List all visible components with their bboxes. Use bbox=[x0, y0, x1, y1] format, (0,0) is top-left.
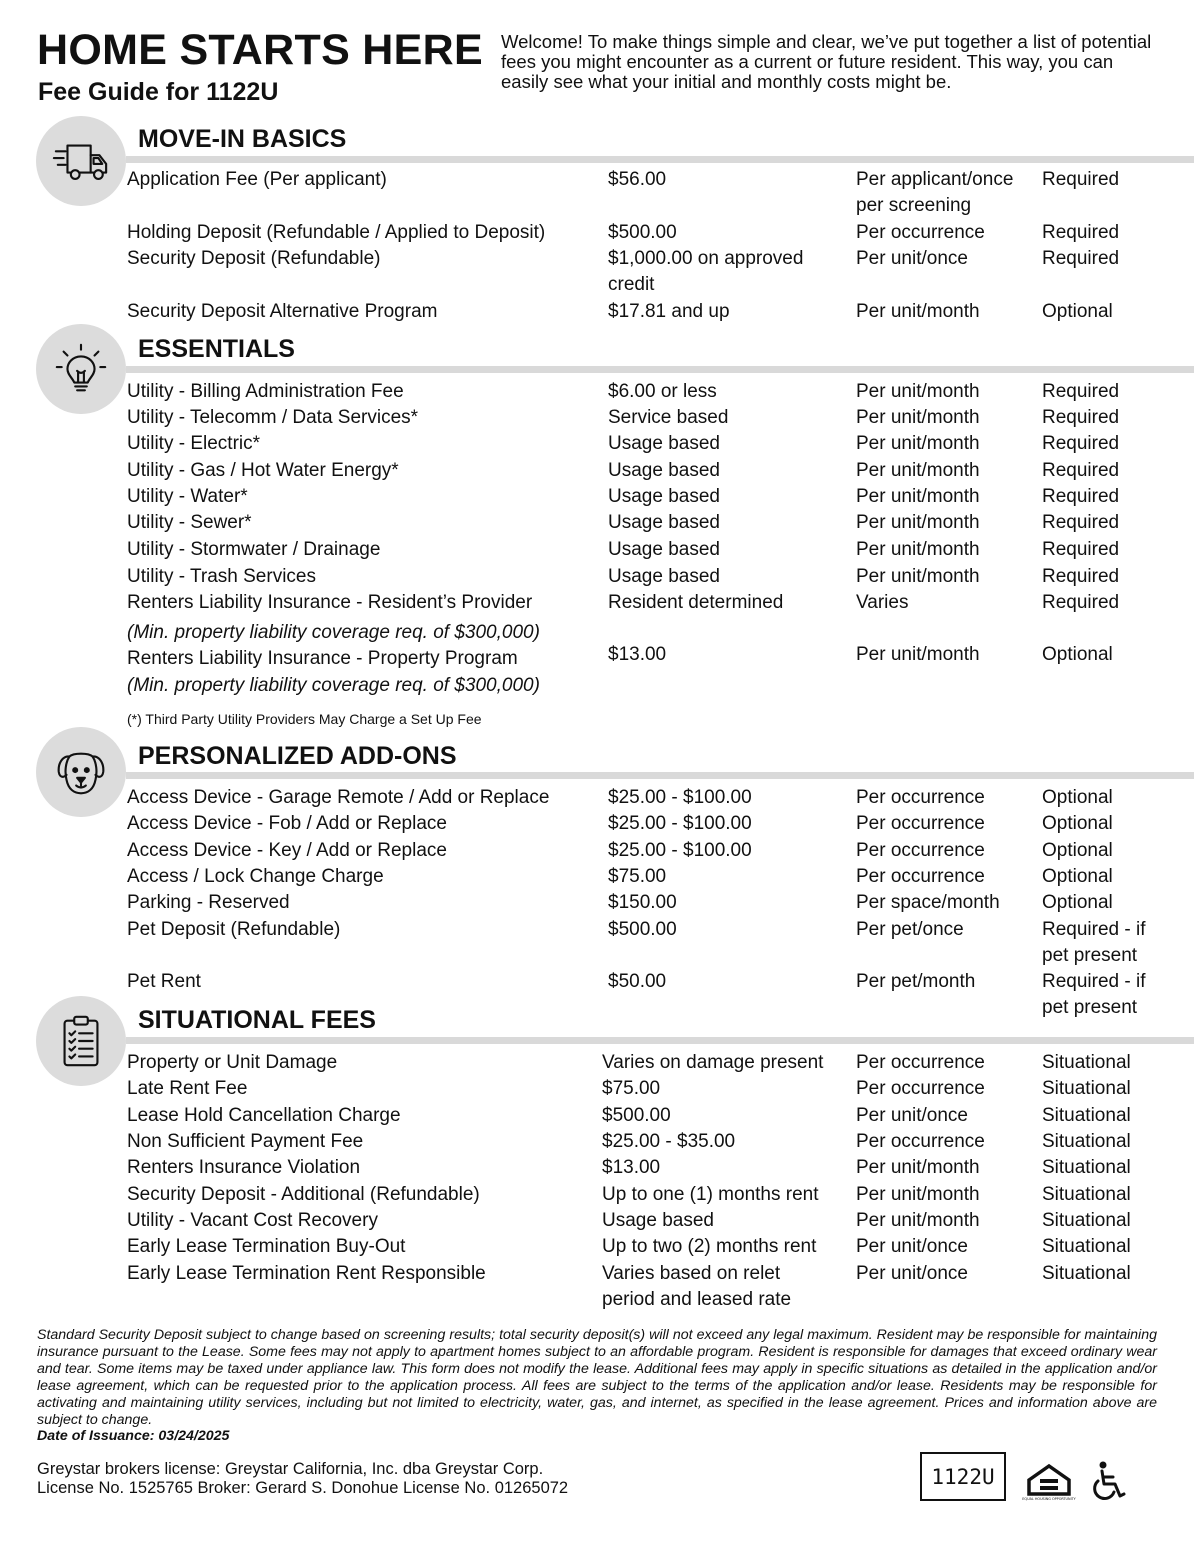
section-title-addons: PERSONALIZED ADD-ONS bbox=[138, 742, 457, 770]
clipboard-checklist-icon bbox=[36, 996, 126, 1086]
disclaimer-text: Standard Security Deposit subject to change based on screening results; total security deposit(s) will not exceed any legal maximum. Resident may be responsible for maintaining insurance pursuant to the Lease. Some fees may not apply to apartment homes subject to an affordable program. Resident is responsible for damages that exceed ordinary wear and tear. Some items may be taxed under appliance law. This form does not modify the lease. Additional fees may apply in specific situations as detailed in the application and/or lease agreement, which can be requested prior to the application process. All fees are subject to the terms of the application and/or lease. Residents may be responsible for activating and maintaining utility services, including but not limited to electricity, water, gas, and internet, as specified in the lease agreement. Prices and information above are subject to change. bbox=[37, 1327, 1157, 1428]
page-subtitle: Fee Guide for 1122U bbox=[38, 78, 279, 106]
section-divider bbox=[126, 156, 1194, 163]
license-line: Greystar brokers license: Greystar California, Inc. dba Greystar Corp. bbox=[37, 1460, 544, 1478]
license-line: License No. 1525765 Broker: Gerard S. Donohue License No. 01265072 bbox=[37, 1479, 569, 1497]
lightbulb-icon bbox=[36, 324, 126, 414]
page-title: HOME STARTS HERE bbox=[37, 26, 483, 74]
utility-footnote: (*) Third Party Utility Providers May Charge a Set Up Fee bbox=[127, 711, 482, 727]
property-logo: 1122U bbox=[920, 1452, 1006, 1501]
section-title-essentials: ESSENTIALS bbox=[138, 335, 295, 363]
license-info bbox=[37, 1460, 568, 1498]
dog-icon bbox=[36, 727, 126, 817]
section-title-situational: SITUATIONAL FEES bbox=[138, 1006, 376, 1034]
section-divider bbox=[126, 1037, 1194, 1044]
section-title-move-in: MOVE-IN BASICS bbox=[138, 125, 347, 153]
section-divider bbox=[126, 366, 1194, 373]
equal-housing-icon bbox=[1022, 1462, 1076, 1504]
section-divider bbox=[126, 772, 1194, 779]
truck-icon bbox=[36, 116, 126, 206]
wheelchair-accessibility-icon bbox=[1087, 1460, 1131, 1504]
svg-text:EQUAL HOUSING OPPORTUNITY: EQUAL HOUSING OPPORTUNITY bbox=[1022, 1497, 1076, 1501]
welcome-text: Welcome! To make things simple and clear, we’ve put together a list of potential fees you might encounter as a current or future resident. This way, you can easily see what your initial and monthly costs might be. bbox=[501, 31, 1152, 92]
issuance-date: Date of Issuance: 03/24/2025 bbox=[37, 1428, 230, 1444]
